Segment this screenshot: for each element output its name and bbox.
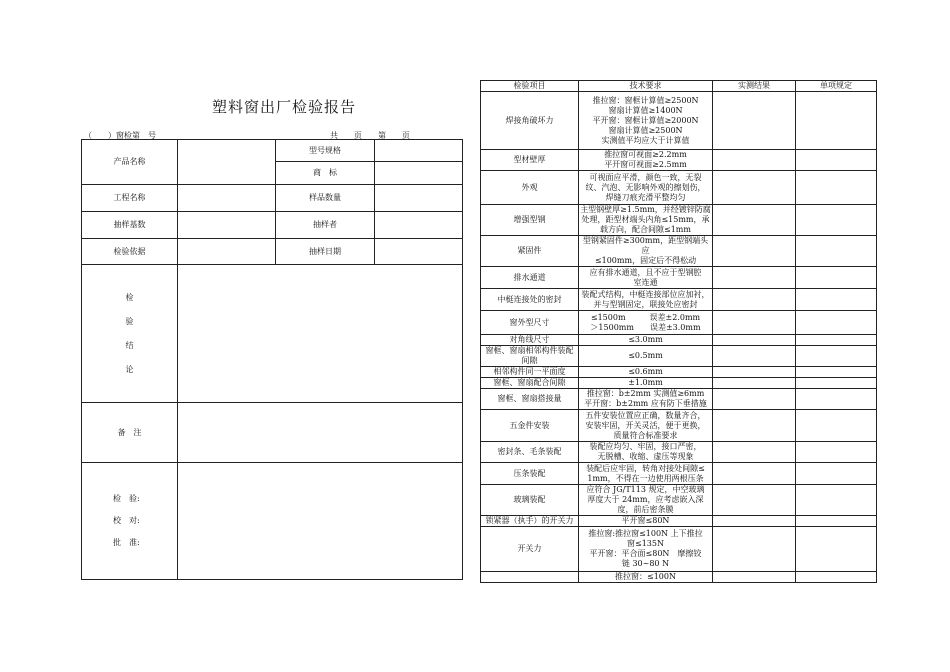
item-rule[interactable] [796,346,877,367]
requirement-line: 装配后应牢固，转角对接处间隙≤ [586,463,705,473]
item-rule[interactable] [796,516,877,527]
conclusion-value[interactable] [178,265,463,403]
sample-date-label: 抽样日期 [276,239,375,265]
requirement-line: 推拉窗可视面≥2.2mm [604,150,687,159]
requirement-line: 实测值平均应大于计算值 [601,135,690,145]
requirement-line: 推拉窗：b±2mm 实测值≥6mm [586,389,705,398]
conclusion-label: 检 验 结 论 [82,265,178,403]
technical-requirement [579,410,713,442]
technical-requirement [579,378,713,389]
inspection-item: 外观 [481,171,579,205]
page-count: 共 页 第 页 [330,131,410,140]
measured-result[interactable] [713,516,796,527]
item-rule[interactable] [796,442,877,463]
check-label: 校 对: [113,516,140,525]
inspection-item: 增强型钢 [481,205,579,236]
report-title: 塑料窗出厂检验报告 [212,98,357,116]
inspection-item: 五金件安装 [481,410,579,442]
inspection-item: 密封条、毛条装配 [481,442,579,463]
requirement-line: ＞1500mm 误差±3.0mm [590,322,701,332]
inspection-item: 窗框、窗扇配合间隙 [481,378,579,389]
header-rule: 单项规定 [796,81,877,92]
measured-result[interactable] [713,572,796,583]
technical-requirement [579,442,713,463]
item-rule[interactable] [796,311,877,335]
product-name-value[interactable] [178,140,276,185]
header-result: 实测结果 [713,81,796,92]
table-row [481,572,877,583]
item-rule[interactable] [796,463,877,485]
signature-value[interactable] [178,463,463,580]
requirement-line: 平开窗：窗框计算值≥2000N [592,115,699,125]
requirement-line: 平开窗≤80N [621,516,670,525]
table-row [481,516,877,527]
requirement-line: 安装牢固，开关灵活，便于更换， [585,420,706,430]
technical-requirement [579,289,713,311]
measured-result[interactable] [713,485,796,516]
table-row [481,527,877,572]
measured-result[interactable] [713,389,796,410]
item-rule[interactable] [796,389,877,410]
basis-label: 检验依据 [82,239,178,265]
technical-requirement [579,463,713,485]
item-rule[interactable] [796,150,877,171]
item-rule[interactable] [796,171,877,205]
measured-result[interactable] [713,205,796,236]
header-item: 检验项目 [481,81,579,92]
approve-label: 批 准: [113,538,140,547]
requirement-line: ±1.0mm [628,378,663,387]
item-rule[interactable] [796,572,877,583]
remarks-value[interactable] [178,403,463,463]
measured-result[interactable] [713,150,796,171]
requirement-line: 平开窗：平合面≤80N 摩擦铰 [589,549,702,558]
technical-requirement [579,527,713,572]
technical-requirement [579,485,713,516]
item-rule[interactable] [796,527,877,572]
inspection-item: 紧固件 [481,236,579,267]
technical-requirement [579,389,713,410]
table-row [481,463,877,485]
technical-requirement [579,516,713,527]
table-row [481,378,877,389]
measured-result[interactable] [713,410,796,442]
technical-requirement [579,205,713,236]
requirement-line: 型钢紧固件≥300mm，距型钢端头应 [582,236,709,255]
sample-date-value[interactable] [375,239,463,265]
report-info-table [81,139,463,580]
item-rule[interactable] [796,205,877,236]
requirement-line: ≤100mm，固定后不得松动 [594,256,697,265]
measured-result[interactable] [713,311,796,335]
table-row [481,367,877,378]
requirement-line: 室连通 [633,277,658,287]
requirement-line: 应有排水通道，且不应于型钢腔 [589,267,702,277]
requirement-line: 主型钢壁厚≥1.5mm，并经镀锌防腐 [580,205,711,214]
requirement-line: 处理，距型材端头内角≤15mm，承 [581,215,710,224]
table-row [481,311,877,335]
table-row [481,389,877,410]
inspection-item: 窗框、窗扇相邻构件装配间隙 [481,346,579,367]
table-row [481,289,877,311]
requirement-line: 装配式结构，中梃连接部位应加衬， [581,289,710,299]
inspection-item: 开关力 [481,527,579,572]
doc-number: （ ）窗检第 号 [84,131,156,140]
sampler-value[interactable] [375,212,463,239]
requirement-line: 推拉窗：≤100N [615,572,676,581]
technical-requirement [579,335,713,346]
basis-value[interactable] [178,239,276,265]
inspection-item [481,572,579,583]
requirement-line: 1mm，不得在一边使用两根压条 [587,473,704,483]
sample-base-label: 抽样基数 [82,212,178,239]
inspection-item: 焊接角破坏力 [481,92,579,150]
requirement-line: 五件安装位置应正确，数量齐合， [585,410,706,420]
inspection-item: 相邻构件同一平面度 [481,367,579,378]
table-row [481,346,877,367]
requirement-line: 质量符合标准要求 [613,430,678,440]
measured-result[interactable] [713,171,796,205]
requirement-line: 焊缝刀痕充滑平整均匀 [605,192,686,202]
technical-requirement [579,367,713,378]
table-row [481,267,877,289]
measured-result[interactable] [713,442,796,463]
sample-base-value[interactable] [178,212,276,239]
model-value[interactable] [375,140,463,162]
measured-result[interactable] [713,335,796,346]
inspection-item: 中梃连接处的密封 [481,289,579,311]
requirement-line: 推拉窗：窗框计算值≥2500N [592,95,699,105]
measured-result[interactable] [713,267,796,289]
technical-requirement [579,171,713,205]
item-rule[interactable] [796,335,877,346]
technical-requirement [579,267,713,289]
inspection-item: 型材壁厚 [481,150,579,171]
requirement-line: 纹、汽泡、无影响外观的擦划伤， [585,182,706,192]
table-row [481,150,877,171]
inspection-item: 窗框、窗扇搭接量 [481,389,579,410]
inspection-item: 锁紧器（执手）的开关力 [481,516,579,527]
project-name-label: 工程名称 [82,185,178,212]
signature-labels [82,463,178,580]
inspect-label: 检 验: [113,494,140,503]
item-rule[interactable] [796,236,877,267]
requirement-line: 窗≤135N [627,539,664,548]
inspection-item: 玻璃装配 [481,485,579,516]
item-rule[interactable] [796,92,877,150]
item-rule[interactable] [796,267,877,289]
inspection-item: 排水通道 [481,267,579,289]
requirement-line: 厚度大于 24mm，应考虑嵌入深 [587,495,704,504]
measured-result[interactable] [713,236,796,267]
technical-requirement [579,92,713,150]
requirement-line: 平开窗：b±2mm 应有防下垂措施 [584,399,707,408]
requirement-line: 窗扇计算值≥1400N [608,105,683,115]
measured-result[interactable] [713,378,796,389]
requirement-line: 度，前后密条膜 [617,505,674,514]
model-label: 型号规格 [276,140,375,162]
sampler-label: 抽样者 [276,212,375,239]
table-row [481,485,877,516]
measured-result[interactable] [713,367,796,378]
brand-value[interactable] [375,162,463,185]
requirement-line: 载方向，配合间隙≤1mm [600,225,691,234]
measured-result[interactable] [713,527,796,572]
item-rule[interactable] [796,367,877,378]
product-name-label: 产品名称 [82,140,178,185]
requirement-line: 链 30~80 N [621,559,670,568]
requirement-line: ≤1500m 误差±2.0mm [590,312,701,322]
measured-result[interactable] [713,92,796,150]
requirement-line: 装配应均匀、牢固，接口严密， [589,442,702,451]
item-rule[interactable] [796,378,877,389]
technical-requirement [579,572,713,583]
inspection-item: 窗外型尺寸 [481,311,579,335]
requirement-line: 应符合 JG/T113 规定，中空玻璃 [586,485,705,494]
sample-qty-value[interactable] [375,185,463,212]
requirement-line: 窗扇计算值≥2500N [608,125,683,135]
table-row [481,442,877,463]
requirement-line: ≤3.0mm [628,335,663,344]
table-row [481,92,877,150]
table-row [481,205,877,236]
technical-requirement [579,311,713,335]
brand-label: 商 标 [276,162,375,185]
table-row [481,171,877,205]
technical-requirement [579,150,713,171]
requirement-line: 推拉窗:推拉窗≤100N 上下推拉 [588,529,703,538]
table-row [481,236,877,267]
table-row [481,335,877,346]
sample-qty-label: 样品数量 [276,185,375,212]
requirement-line: ≤0.5mm [628,351,663,360]
requirement-line: 并与型钢固定，联接处应密封 [593,299,698,309]
inspection-item: 对角线尺寸 [481,335,579,346]
item-rule[interactable] [796,289,877,311]
inspection-items-table [480,80,877,583]
project-name-value[interactable] [178,185,276,212]
requirement-line: 无脱槽、收缩、虚压等现象 [597,452,694,461]
measured-result[interactable] [713,346,796,367]
technical-requirement [579,346,713,367]
item-rule[interactable] [796,410,877,442]
measured-result[interactable] [713,463,796,485]
item-rule[interactable] [796,485,877,516]
requirement-line: ≤0.6mm [628,367,663,376]
requirement-line: 平开窗可视面≥2.5mm [604,160,687,169]
requirement-line: 可视面应平滑，颜色一致，无裂 [589,172,702,182]
measured-result[interactable] [713,289,796,311]
table-row [481,410,877,442]
technical-requirement [579,236,713,267]
remarks-label: 备 注 [82,403,178,463]
header-requirement: 技术要求 [579,81,713,92]
inspection-item: 压条装配 [481,463,579,485]
